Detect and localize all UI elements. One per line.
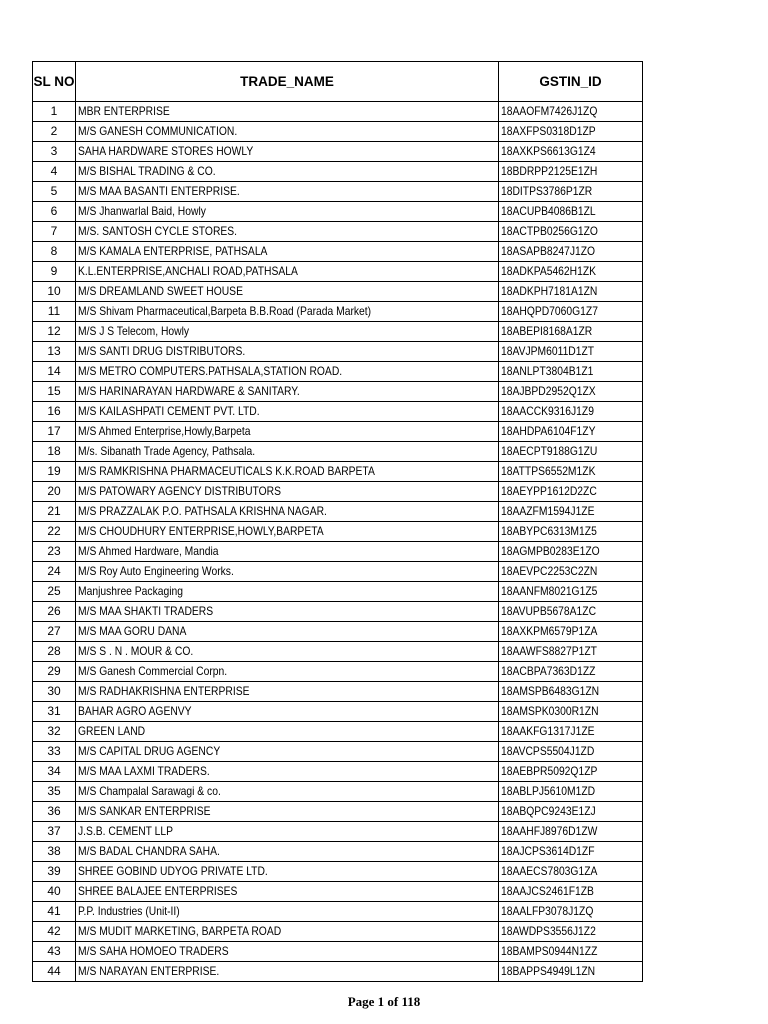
trade-name-text: M/S J S Telecom, Howly <box>78 324 190 338</box>
table-row <box>33 722 643 742</box>
table-row <box>33 542 643 562</box>
cell-trade-name <box>76 242 499 262</box>
gstin-text: 18AJCPS3614D1ZF <box>501 844 595 858</box>
cell-sl-no: 7 <box>33 222 76 242</box>
cell-gstin-id <box>499 182 643 202</box>
header-trade-name: TRADE_NAME <box>76 62 499 102</box>
cell-sl-no: 12 <box>33 322 76 342</box>
cell-gstin-id <box>499 802 643 822</box>
cell-sl-no: 29 <box>33 662 76 682</box>
cell-trade-name <box>76 602 499 622</box>
gstin-text: 18ABLPJ5610M1ZD <box>501 784 596 798</box>
cell-trade-name <box>76 842 499 862</box>
cell-trade-name <box>76 642 499 662</box>
table-row <box>33 962 643 982</box>
cell-gstin-id <box>499 522 643 542</box>
cell-trade-name <box>76 282 499 302</box>
cell-trade-name <box>76 462 499 482</box>
cell-sl-no: 19 <box>33 462 76 482</box>
table-row <box>33 662 643 682</box>
cell-sl-no: 2 <box>33 122 76 142</box>
trade-name-text: M/S DREAMLAND SWEET HOUSE <box>78 284 243 298</box>
table-row <box>33 302 643 322</box>
table-body <box>33 102 643 982</box>
cell-gstin-id <box>499 922 643 942</box>
cell-trade-name <box>76 382 499 402</box>
table-row <box>33 502 643 522</box>
gstin-text: 18AAJCS2461F1ZB <box>501 884 594 898</box>
header-sl-no: SL NO <box>33 62 76 102</box>
trade-name-text: SHREE GOBIND UDYOG PRIVATE LTD. <box>78 864 268 878</box>
cell-gstin-id <box>499 862 643 882</box>
gstin-text: 18AXKPM6579P1ZA <box>501 624 598 638</box>
cell-gstin-id <box>499 302 643 322</box>
table-row <box>33 922 643 942</box>
cell-gstin-id <box>499 582 643 602</box>
cell-trade-name <box>76 302 499 322</box>
trade-name-text: M/S KAMALA ENTERPRISE, PATHSALA <box>78 244 268 258</box>
cell-sl-no: 14 <box>33 362 76 382</box>
header-row <box>33 62 643 102</box>
trade-name-text: M/S PRAZZALAK P.O. PATHSALA KRISHNA NAGAR. <box>78 504 327 518</box>
table-row <box>33 742 643 762</box>
table-row <box>33 882 643 902</box>
table-row <box>33 442 643 462</box>
cell-sl-no: 33 <box>33 742 76 762</box>
cell-sl-no: 16 <box>33 402 76 422</box>
cell-sl-no: 25 <box>33 582 76 602</box>
cell-sl-no: 20 <box>33 482 76 502</box>
cell-sl-no: 39 <box>33 862 76 882</box>
trade-name-text: MBR ENTERPRISE <box>78 104 170 118</box>
cell-gstin-id <box>499 842 643 862</box>
trade-name-text: M/S SAHA HOMOEO TRADERS <box>78 944 229 958</box>
cell-gstin-id <box>499 102 643 122</box>
trade-name-text: M/S Ahmed Hardware, Mandia <box>78 544 219 558</box>
trade-name-text: M/S CAPITAL DRUG AGENCY <box>78 744 221 758</box>
gstin-text: 18BAMPS0944N1ZZ <box>501 944 598 958</box>
gstin-text: 18AVJPM6011D1ZT <box>501 344 595 358</box>
gstin-text: 18BAPPS4949L1ZN <box>501 964 596 978</box>
cell-trade-name <box>76 622 499 642</box>
cell-sl-no: 43 <box>33 942 76 962</box>
table-row <box>33 202 643 222</box>
cell-trade-name <box>76 762 499 782</box>
cell-sl-no: 40 <box>33 882 76 902</box>
table-row <box>33 182 643 202</box>
cell-gstin-id <box>499 362 643 382</box>
gstin-text: 18AVCPS5504J1ZD <box>501 744 595 758</box>
table-header <box>33 62 643 102</box>
table-row <box>33 762 643 782</box>
cell-trade-name <box>76 582 499 602</box>
cell-trade-name <box>76 322 499 342</box>
cell-trade-name <box>76 782 499 802</box>
header-gstin-id: GSTIN_ID <box>499 62 643 102</box>
gstin-text: 18AAZFM1594J1ZE <box>501 504 595 518</box>
cell-gstin-id <box>499 382 643 402</box>
table-row <box>33 942 643 962</box>
trade-name-text: SAHA HARDWARE STORES HOWLY <box>78 144 254 158</box>
gstin-text: 18AJBPD2952Q1ZX <box>501 384 596 398</box>
cell-gstin-id <box>499 422 643 442</box>
cell-trade-name <box>76 522 499 542</box>
cell-sl-no: 26 <box>33 602 76 622</box>
trade-name-text: BAHAR AGRO AGENVY <box>78 704 192 718</box>
table-row <box>33 622 643 642</box>
cell-trade-name <box>76 202 499 222</box>
table-row <box>33 242 643 262</box>
cell-gstin-id <box>499 142 643 162</box>
cell-trade-name <box>76 902 499 922</box>
trade-name-text: M/S Roy Auto Engineering Works. <box>78 564 234 578</box>
gstin-text: 18AAKFG1317J1ZE <box>501 724 595 738</box>
trade-name-text: M/S MAA LAXMI TRADERS. <box>78 764 210 778</box>
trade-name-text: M/S NARAYAN ENTERPRISE. <box>78 964 220 978</box>
cell-trade-name <box>76 862 499 882</box>
trade-name-text: M/S PATOWARY AGENCY DISTRIBUTORS <box>78 484 282 498</box>
trade-name-text: M/S Champalal Sarawagi & co. <box>78 784 221 798</box>
cell-gstin-id <box>499 542 643 562</box>
table-row <box>33 362 643 382</box>
table-row <box>33 462 643 482</box>
table-row <box>33 422 643 442</box>
trade-name-text: M/S CHOUDHURY ENTERPRISE,HOWLY,BARPETA <box>78 524 324 538</box>
table-row <box>33 802 643 822</box>
cell-trade-name <box>76 422 499 442</box>
gstin-text: 18AACCK9316J1Z9 <box>501 404 594 418</box>
cell-gstin-id <box>499 702 643 722</box>
table-row <box>33 582 643 602</box>
gstin-text: 18AECPT9188G1ZU <box>501 444 598 458</box>
cell-gstin-id <box>499 162 643 182</box>
cell-trade-name <box>76 802 499 822</box>
cell-sl-no: 5 <box>33 182 76 202</box>
table-row <box>33 402 643 422</box>
table-row <box>33 682 643 702</box>
cell-trade-name <box>76 942 499 962</box>
cell-trade-name <box>76 822 499 842</box>
cell-gstin-id <box>499 402 643 422</box>
cell-gstin-id <box>499 662 643 682</box>
trade-name-text: M/S MAA SHAKTI TRADERS <box>78 604 214 618</box>
cell-trade-name <box>76 722 499 742</box>
gstin-text: 18ACTPB0256G1ZO <box>501 224 598 238</box>
table-row <box>33 782 643 802</box>
gstin-text: 18AEBPR5092Q1ZP <box>501 764 598 778</box>
cell-sl-no: 10 <box>33 282 76 302</box>
table-row <box>33 642 643 662</box>
cell-gstin-id <box>499 222 643 242</box>
cell-trade-name <box>76 402 499 422</box>
table-row <box>33 862 643 882</box>
cell-sl-no: 35 <box>33 782 76 802</box>
trade-name-text: GREEN LAND <box>78 724 146 738</box>
table-row <box>33 322 643 342</box>
trade-name-text: M/S MUDIT MARKETING, BARPETA ROAD <box>78 924 282 938</box>
gstin-text: 18AALFP3078J1ZQ <box>501 904 594 918</box>
gstin-text: 18ASAPB8247J1ZO <box>501 244 596 258</box>
trade-name-text: P.P. Industries (Unit-II) <box>78 904 180 918</box>
trade-name-text: SHREE BALAJEE ENTERPRISES <box>78 884 238 898</box>
table-row <box>33 162 643 182</box>
cell-sl-no: 42 <box>33 922 76 942</box>
table-row <box>33 822 643 842</box>
trade-name-text: M/s. Sibanath Trade Agency, Pathsala. <box>78 444 256 458</box>
gstin-text: 18AXFPS0318D1ZP <box>501 124 596 138</box>
cell-sl-no: 4 <box>33 162 76 182</box>
table-row <box>33 842 643 862</box>
gstin-text: 18AMSPB6483G1ZN <box>501 684 600 698</box>
gstin-text: 18AMSPK0300R1ZN <box>501 704 599 718</box>
cell-trade-name <box>76 262 499 282</box>
cell-trade-name <box>76 702 499 722</box>
table-row <box>33 342 643 362</box>
cell-trade-name <box>76 562 499 582</box>
cell-gstin-id <box>499 482 643 502</box>
gstin-text: 18AANFM8021G1Z5 <box>501 584 598 598</box>
trade-name-text: M/S HARINARAYAN HARDWARE & SANITARY. <box>78 384 300 398</box>
gstin-text: 18AVUPB5678A1ZC <box>501 604 597 618</box>
cell-gstin-id <box>499 902 643 922</box>
table-row <box>33 602 643 622</box>
cell-gstin-id <box>499 242 643 262</box>
cell-sl-no: 36 <box>33 802 76 822</box>
trade-name-text: M/S METRO COMPUTERS.PATHSALA,STATION ROAD. <box>78 364 343 378</box>
cell-sl-no: 17 <box>33 422 76 442</box>
cell-trade-name <box>76 882 499 902</box>
trade-name-text: M/S S . N . MOUR & CO. <box>78 644 194 658</box>
table-row <box>33 142 643 162</box>
cell-gstin-id <box>499 602 643 622</box>
cell-trade-name <box>76 162 499 182</box>
trade-name-text: Manjushree Packaging <box>78 584 183 598</box>
cell-sl-no: 32 <box>33 722 76 742</box>
trade-name-text: M/S KAILASHPATI CEMENT PVT. LTD. <box>78 404 260 418</box>
cell-gstin-id <box>499 822 643 842</box>
cell-trade-name <box>76 662 499 682</box>
cell-trade-name <box>76 342 499 362</box>
page-number: Page 1 of 118 <box>347 994 421 1009</box>
cell-gstin-id <box>499 722 643 742</box>
cell-sl-no: 21 <box>33 502 76 522</box>
gstin-text: 18AWDPS3556J1Z2 <box>501 924 596 938</box>
cell-sl-no: 24 <box>33 562 76 582</box>
cell-trade-name <box>76 542 499 562</box>
cell-gstin-id <box>499 122 643 142</box>
trade-name-text: M/S Shivam Pharmaceutical,Barpeta B.B.Road (Parada Market) <box>78 304 372 318</box>
gstin-text: 18AEYPP1612D2ZC <box>501 484 597 498</box>
gstin-text: 18AEVPC2253C2ZN <box>501 564 598 578</box>
cell-sl-no: 37 <box>33 822 76 842</box>
gstin-text: 18AXKPS6613G1Z4 <box>501 144 596 158</box>
gstin-text: 18ANLPT3804B1Z1 <box>501 364 594 378</box>
cell-trade-name <box>76 222 499 242</box>
gstin-text: 18ABQPC9243E1ZJ <box>501 804 596 818</box>
gstin-text: 18ADKPH7181A1ZN <box>501 284 598 298</box>
cell-sl-no: 34 <box>33 762 76 782</box>
cell-sl-no: 8 <box>33 242 76 262</box>
table-row <box>33 702 643 722</box>
gstin-text: 18BDRPP2125E1ZH <box>501 164 598 178</box>
trade-name-text: M/S Ganesh Commercial Corpn. <box>78 664 228 678</box>
trade-name-text: M/S BISHAL TRADING & CO. <box>78 164 216 178</box>
cell-sl-no: 3 <box>33 142 76 162</box>
gstin-text: 18ABEPI8168A1ZR <box>501 324 593 338</box>
cell-sl-no: 11 <box>33 302 76 322</box>
cell-trade-name <box>76 482 499 502</box>
trade-name-text: M/S SANTI DRUG DISTRIBUTORS. <box>78 344 246 358</box>
cell-trade-name <box>76 102 499 122</box>
cell-trade-name <box>76 182 499 202</box>
cell-gstin-id <box>499 562 643 582</box>
cell-gstin-id <box>499 342 643 362</box>
cell-gstin-id <box>499 322 643 342</box>
gstin-text: 18AGMPB0283E1ZO <box>501 544 600 558</box>
trade-name-text: M/S GANESH COMMUNICATION. <box>78 124 238 138</box>
table-row <box>33 382 643 402</box>
cell-gstin-id <box>499 622 643 642</box>
cell-gstin-id <box>499 762 643 782</box>
cell-gstin-id <box>499 462 643 482</box>
table-row <box>33 122 643 142</box>
cell-sl-no: 6 <box>33 202 76 222</box>
trade-name-text: M/S MAA BASANTI ENTERPRISE. <box>78 184 240 198</box>
cell-gstin-id <box>499 642 643 662</box>
cell-sl-no: 31 <box>33 702 76 722</box>
gstin-text: 18AHDPA6104F1ZY <box>501 424 596 438</box>
cell-sl-no: 27 <box>33 622 76 642</box>
trade-name-text: M/S MAA GORU DANA <box>78 624 187 638</box>
cell-gstin-id <box>499 502 643 522</box>
cell-trade-name <box>76 442 499 462</box>
trade-name-text: M/S. SANTOSH CYCLE STORES. <box>78 224 238 238</box>
table-row <box>33 482 643 502</box>
trade-name-text: M/S Ahmed Enterprise,Howly,Barpeta <box>78 424 251 438</box>
cell-trade-name <box>76 142 499 162</box>
cell-trade-name <box>76 922 499 942</box>
trade-name-text: K.L.ENTERPRISE,ANCHALI ROAD,PATHSALA <box>78 264 298 278</box>
gstin-text: 18AAWFS8827P1ZT <box>501 644 597 658</box>
trade-name-text: M/S RADHAKRISHNA ENTERPRISE <box>78 684 250 698</box>
table-row <box>33 282 643 302</box>
gst-table <box>32 61 643 982</box>
gstin-text: 18ACBPA7363D1ZZ <box>501 664 596 678</box>
trade-name-text: J.S.B. CEMENT LLP <box>78 824 174 838</box>
cell-sl-no: 23 <box>33 542 76 562</box>
gstin-text: 18ABYPC6313M1Z5 <box>501 524 597 538</box>
gstin-text: 18AAOFM7426J1ZQ <box>501 104 598 118</box>
gstin-text: 18DITPS3786P1ZR <box>501 184 593 198</box>
cell-gstin-id <box>499 682 643 702</box>
cell-sl-no: 15 <box>33 382 76 402</box>
cell-trade-name <box>76 362 499 382</box>
table-row <box>33 522 643 542</box>
table-row <box>33 222 643 242</box>
cell-trade-name <box>76 962 499 982</box>
table-row <box>33 102 643 122</box>
cell-gstin-id <box>499 202 643 222</box>
cell-sl-no: 28 <box>33 642 76 662</box>
cell-sl-no: 1 <box>33 102 76 122</box>
cell-gstin-id <box>499 282 643 302</box>
table-row <box>33 902 643 922</box>
cell-sl-no: 41 <box>33 902 76 922</box>
cell-trade-name <box>76 682 499 702</box>
trade-name-text: M/S RAMKRISHNA PHARMACEUTICALS K.K.ROAD BARPETA <box>78 464 375 478</box>
cell-sl-no: 9 <box>33 262 76 282</box>
cell-sl-no: 38 <box>33 842 76 862</box>
cell-gstin-id <box>499 782 643 802</box>
gstin-text: 18AAHFJ8976D1ZW <box>501 824 598 838</box>
cell-sl-no: 18 <box>33 442 76 462</box>
cell-trade-name <box>76 122 499 142</box>
gstin-text: 18AHQPD7060G1Z7 <box>501 304 598 318</box>
gstin-text: 18ATTPS6552M1ZK <box>501 464 596 478</box>
cell-gstin-id <box>499 942 643 962</box>
cell-sl-no: 30 <box>33 682 76 702</box>
cell-sl-no: 44 <box>33 962 76 982</box>
table-row <box>33 562 643 582</box>
cell-sl-no: 22 <box>33 522 76 542</box>
cell-gstin-id <box>499 742 643 762</box>
trade-name-text: M/S Jhanwarlal Baid, Howly <box>78 204 206 218</box>
cell-gstin-id <box>499 882 643 902</box>
gstin-text: 18ADKPA5462H1ZK <box>501 264 597 278</box>
cell-gstin-id <box>499 442 643 462</box>
cell-gstin-id <box>499 262 643 282</box>
cell-trade-name <box>76 502 499 522</box>
cell-trade-name <box>76 742 499 762</box>
table-row <box>33 262 643 282</box>
cell-gstin-id <box>499 962 643 982</box>
cell-sl-no: 13 <box>33 342 76 362</box>
gstin-text: 18ACUPB4086B1ZL <box>501 204 596 218</box>
trade-name-text: M/S BADAL CHANDRA SAHA. <box>78 844 220 858</box>
trade-name-text: M/S SANKAR ENTERPRISE <box>78 804 211 818</box>
gstin-text: 18AAECS7803G1ZA <box>501 864 598 878</box>
